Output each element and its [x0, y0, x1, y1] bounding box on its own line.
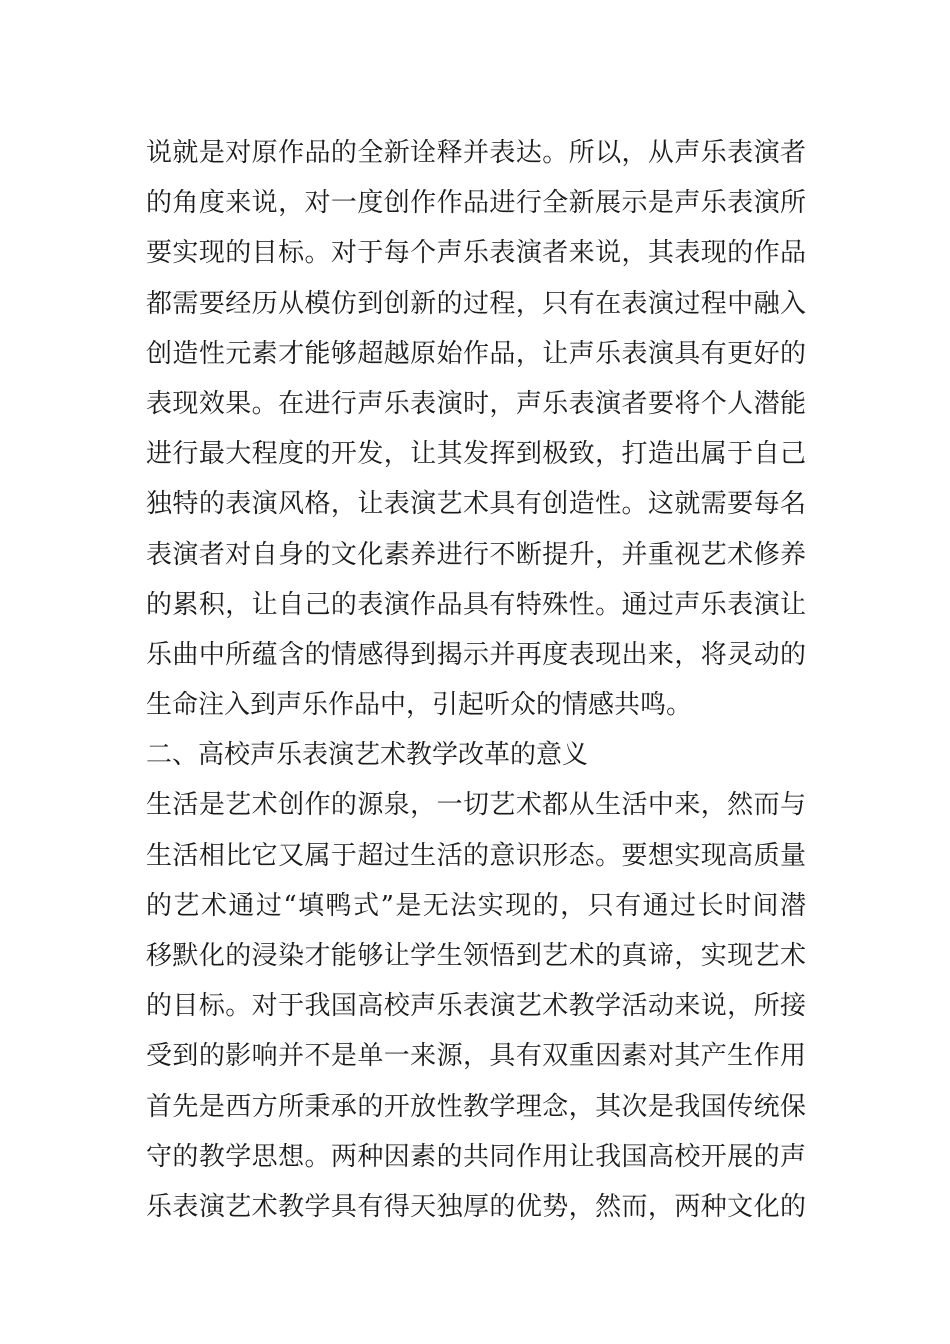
paragraph-line: 生命注入到声乐作品中，引起听众的情感共鸣。 [146, 690, 693, 721]
paragraph-line: 表现效果。在进行声乐表演时，声乐表演者要将个人潜能 [146, 388, 806, 419]
paragraph-line: 独特的表演风格，让表演艺术具有创造性。这就需要每名 [146, 489, 806, 520]
paragraph-line: 说就是对原作品的全新诠释并表达。所以，从声乐表演者 [146, 138, 806, 168]
paragraph-line: 乐曲中所蕴含的情感得到揭示并再度表现出来，将灵动的 [146, 639, 806, 670]
paragraph-line: 生活是艺术创作的源泉，一切艺术都从生活中来，然而与 [146, 790, 806, 821]
document-body [146, 128, 806, 1232]
section-heading: 二、高校声乐表演艺术教学改革的意义 [146, 740, 589, 771]
paragraph-line: 创造性元素才能够超越原始作品，让声乐表演具有更好的 [146, 338, 806, 369]
paragraph-line: 表演者对自身的文化素养进行不断提升，并重视艺术修养 [146, 539, 806, 570]
paragraph-line: 的累积，让自己的表演作品具有特殊性。通过声乐表演让 [146, 589, 806, 620]
paragraph-line: 受到的影响并不是单一来源，具有双重因素对其产生作用 [146, 1041, 806, 1072]
paragraph-line: 都需要经历从模仿到创新的过程，只有在表演过程中融入 [146, 288, 806, 319]
paragraph-line: 的角度来说，对一度创作作品进行全新展示是声乐表演所 [146, 188, 806, 219]
paragraph-line: 乐表演艺术教学具有得天独厚的优势，然而，两种文化的 [146, 1191, 806, 1222]
paragraph-line: 进行最大程度的开发，让其发挥到极致，打造出属于自己 [146, 439, 806, 470]
paragraph-line: 要实现的目标。对于每个声乐表演者来说，其表现的作品 [146, 238, 806, 269]
paragraph-line: 移默化的浸染才能够让学生领悟到艺术的真谛，实现艺术 [146, 941, 806, 971]
paragraph-line: 首先是西方所秉承的开放性教学理念，其次是我国传统保 [146, 1091, 806, 1122]
paragraph-line: 生活相比它又属于超过生活的意识形态。要想实现高质量 [146, 840, 806, 871]
paragraph-line: 的目标。对于我国高校声乐表演艺术教学活动来说，所接 [146, 991, 806, 1022]
paragraph-line: 的艺术通过“填鸭式”是无法实现的，只有通过长时间潜 [146, 890, 806, 921]
paragraph-line: 守的教学思想。两种因素的共同作用让我国高校开展的声 [146, 1141, 806, 1172]
